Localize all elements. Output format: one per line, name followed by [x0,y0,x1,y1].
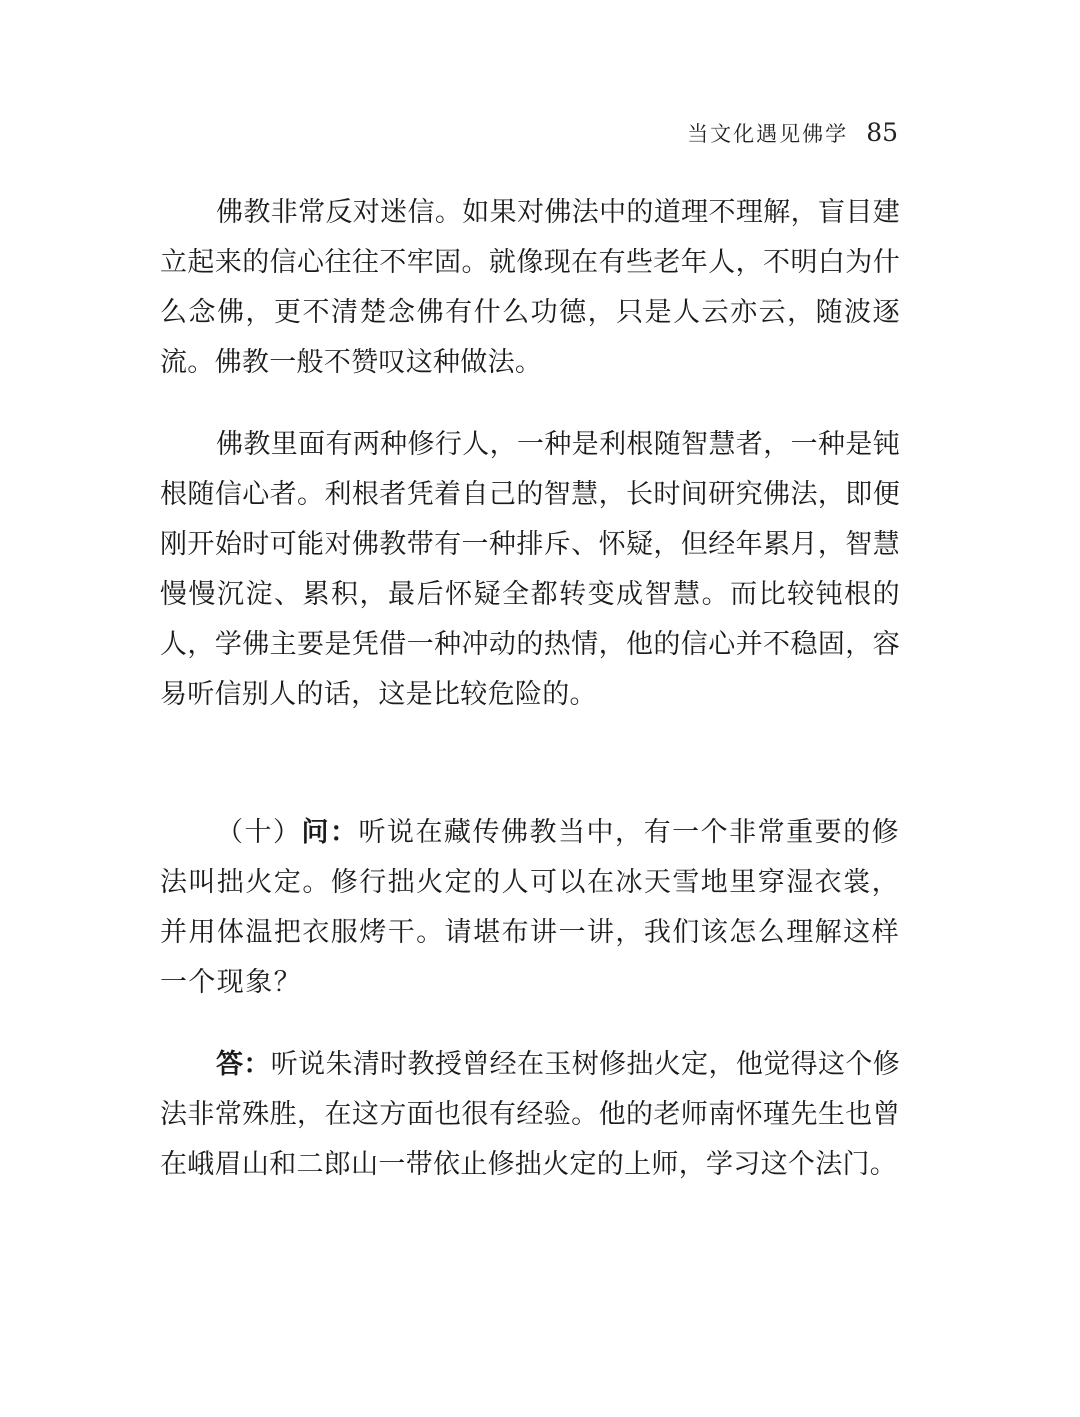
answer-ten [160,1040,900,1190]
answer-label: 答： [216,1049,271,1080]
question-text: 听说在藏传佛教当中，有一个非常重要的修法叫拙火定。修行拙火定的人可以在冰天雪地里穿湿衣裳，并用体温把衣服烤干。请堪布讲一讲，我们该怎么理解这样一个现象？ [160,817,900,998]
answer-text: 听说朱清时教授曾经在玉树修拙火定，他觉得这个修法非常殊胜，在这方面也很有经验。他的老师南怀瑾先生也曾在峨眉山和二郎山一带依止修拙火定的上师，学习这个法门。 [160,1049,900,1180]
paragraph-superstition [160,188,900,388]
running-header [687,118,898,158]
answer-paragraph [160,1040,900,1190]
running-title: 当文化遇见佛学 [687,122,849,146]
page-number: 85 [866,118,898,147]
question-label: 问： [301,817,359,848]
paragraph-two-types-practitioners [160,420,900,720]
question-paragraph [160,808,900,1008]
paragraph-text: 佛教非常反对迷信。如果对佛法中的道理不理解，盲目建立起来的信心往往不牢固。就像现在有些老年人，不明白为什么念佛，更不清楚念佛有什么功德，只是人云亦云，随波逐流。佛教一般不赞叹这种做法。 [160,197,900,378]
question-number: （十） [216,817,302,848]
paragraph-text: 佛教里面有两种修行人，一种是利根随智慧者，一种是钝根随信心者。利根者凭着自己的智慧，长时间研究佛法，即便刚开始时可能对佛教带有一种排斥、怀疑，但经年累月，智慧慢慢沉淀、累积，最后怀疑全都转变成智慧。而比较钝根的人，学佛主要是凭借一种冲动的热情，他的信心并不稳固，容易听信别人的话，这是比较危险的。 [160,429,900,710]
question-ten [160,808,900,1008]
